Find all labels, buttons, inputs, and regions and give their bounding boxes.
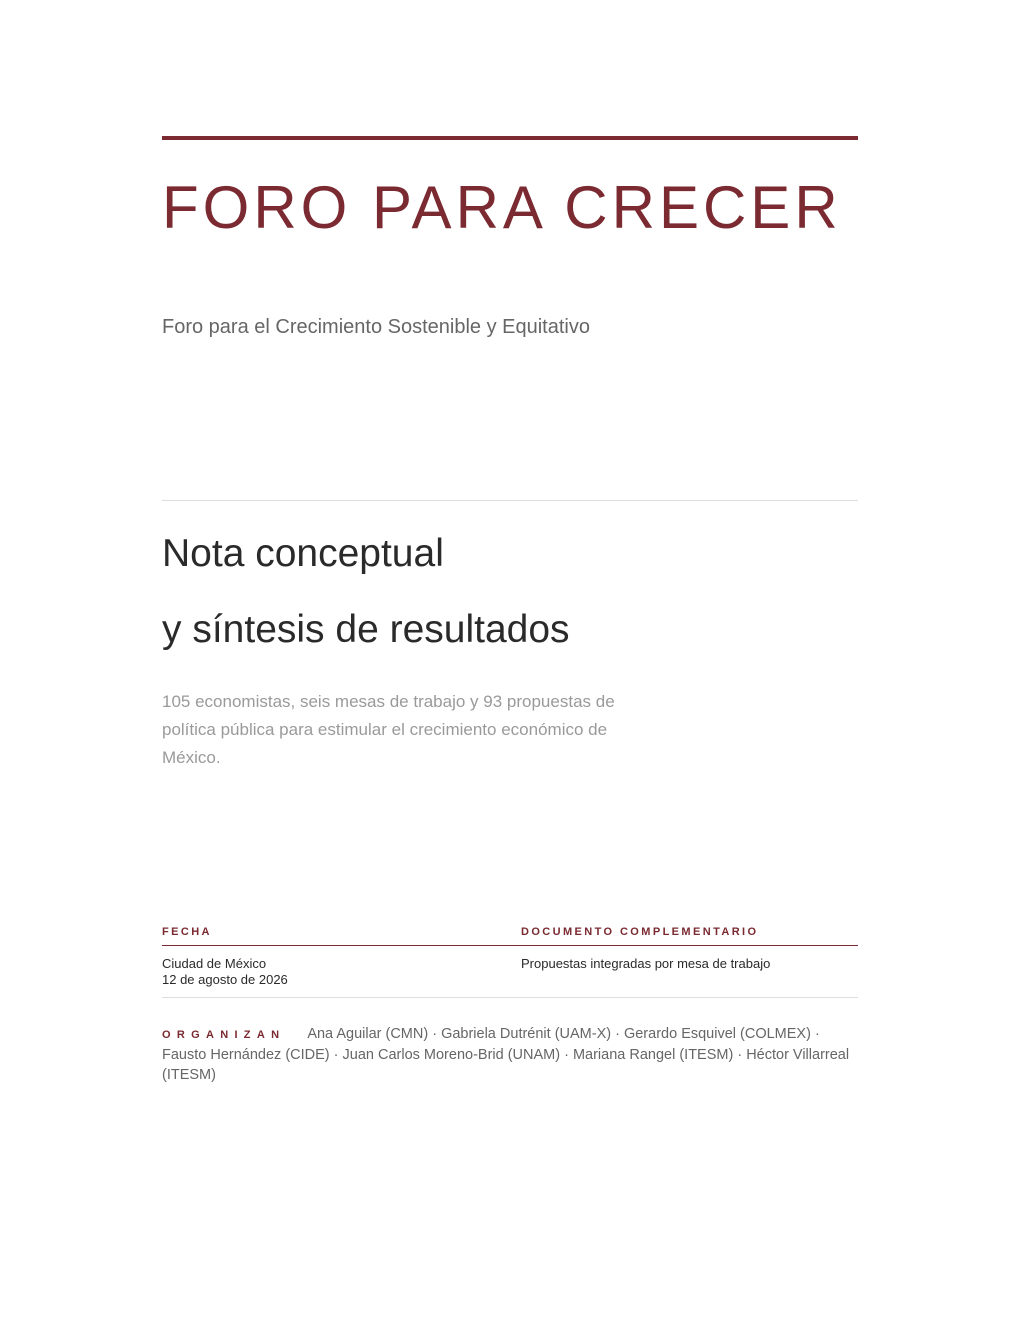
section-divider [162, 500, 858, 501]
document-title-line-1: Nota conceptual [162, 532, 444, 575]
complement-label: DOCUMENTO COMPLEMENTARIO [521, 926, 759, 938]
complement-value: Propuestas integradas por mesa de trabajo [521, 956, 771, 971]
date-place: Ciudad de México [162, 956, 267, 971]
brand-title: FORO PARA CRECER [162, 174, 842, 241]
metadata-rule [162, 945, 858, 946]
organizers-names: Ana Aguilar (CMN) · Gabriela Dutrénit (UAM-X) · Gerardo Esquivel (COLMEX) · Fausto Hernández (CIDE) · Juan Carlos Moreno-Brid (UNAM) · Mariana Rangel (ITESM) · Héctor Villarreal (ITESM) [162, 1026, 850, 1083]
organizers-label: ORGANIZAN [162, 1029, 286, 1041]
date-value [162, 956, 288, 988]
top-accent-rule [162, 136, 858, 140]
date-text: 12 de agosto de 2026 [162, 972, 288, 987]
date-label: FECHA [162, 926, 212, 938]
document-title-line-2: y síntesis de resultados [162, 608, 570, 651]
document-summary: 105 economistas, seis mesas de trabajo y 93 propuestas de política pública para estimular el crecimiento económico de México. [162, 692, 615, 767]
metadata-bottom-rule [162, 997, 858, 998]
organizers [162, 1024, 858, 1085]
brand-subtitle: Foro para el Crecimiento Sostenible y Equitativo [162, 316, 590, 338]
document-title [162, 516, 570, 668]
